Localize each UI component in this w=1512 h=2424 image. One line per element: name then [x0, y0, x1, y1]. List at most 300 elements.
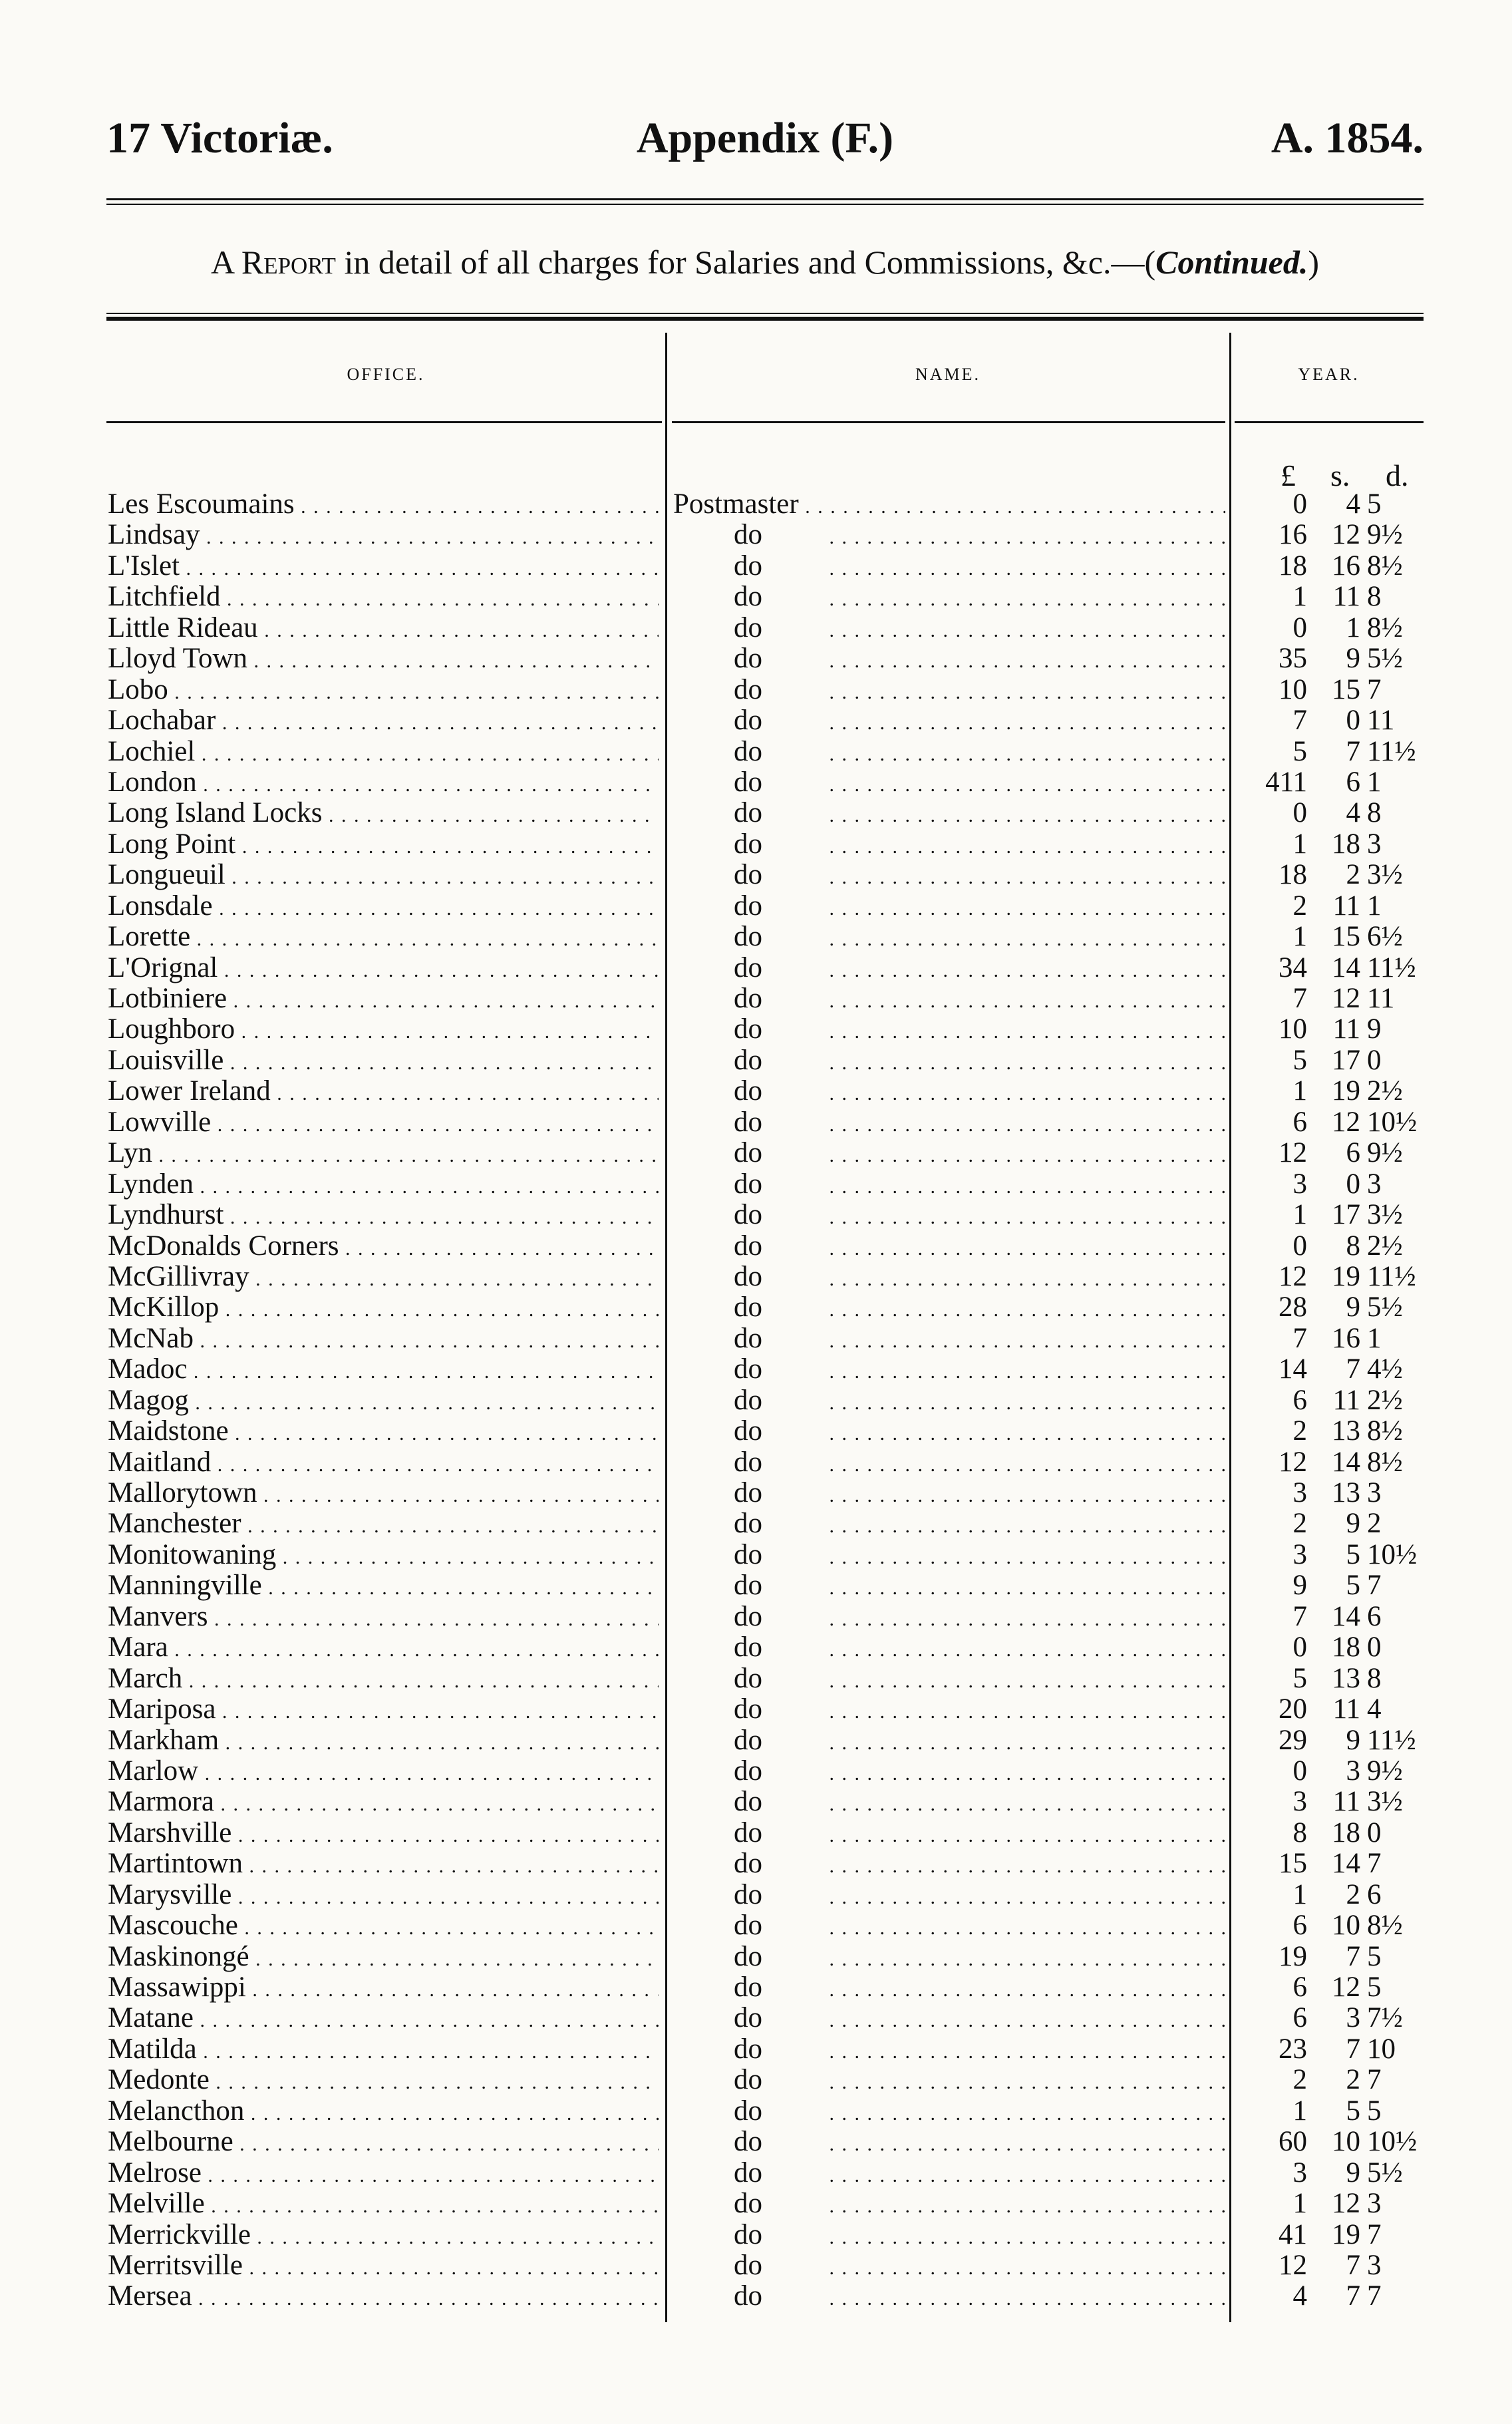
officer-title: do — [734, 1323, 762, 1354]
officer-title: do — [734, 798, 762, 829]
name-cell — [673, 1540, 1225, 1573]
name-cell — [673, 1045, 1225, 1079]
table-row — [0, 798, 1512, 828]
table-row — [0, 2003, 1512, 2033]
shillings-cell: 11 — [1332, 890, 1360, 922]
shillings-cell: 9 — [1346, 643, 1360, 675]
shillings-cell: 9 — [1346, 1508, 1360, 1540]
pence-cell: 7 — [1367, 673, 1382, 705]
table-row — [0, 675, 1512, 705]
pence-cell: 9½ — [1367, 1755, 1403, 1787]
office-cell — [108, 1478, 659, 1511]
table-row — [0, 1292, 1512, 1323]
office-name: Melancthon — [108, 2095, 245, 2127]
table-row — [0, 1942, 1512, 1972]
office-cell — [108, 1602, 659, 1635]
pounds-cell: 14 — [1279, 1353, 1307, 1385]
pounds-cell: 0 — [1292, 488, 1307, 520]
name-header-rule — [672, 421, 1225, 423]
shillings-cell: 17 — [1332, 1044, 1360, 1076]
office-cell — [108, 1756, 659, 1789]
officer-title: do — [734, 860, 762, 891]
name-cell — [673, 2127, 1225, 2160]
pounds-cell: 1 — [1292, 1878, 1307, 1910]
name-cell — [673, 1508, 1225, 1542]
shillings-cell: 11 — [1332, 581, 1360, 613]
name-cell — [673, 1107, 1225, 1140]
table-row — [0, 2034, 1512, 2065]
office-name: Lynden — [108, 1168, 194, 1200]
pence-cell: 6 — [1367, 1878, 1382, 1910]
office-name: Manchester — [108, 1508, 241, 1540]
office-cell — [108, 489, 659, 522]
pounds-cell: 2 — [1292, 1415, 1307, 1447]
shillings-cell: 19 — [1332, 2218, 1360, 2250]
name-cell — [673, 613, 1225, 646]
officer-title: do — [734, 1539, 762, 1570]
pence-cell: 2½ — [1367, 1384, 1403, 1416]
table-row — [0, 860, 1512, 890]
table-row — [0, 1756, 1512, 1787]
name-cell — [673, 705, 1225, 739]
pence-cell: 11½ — [1367, 1724, 1416, 1756]
pounds-cell: 12 — [1279, 1446, 1307, 1478]
table-row — [0, 1262, 1512, 1292]
officer-title: do — [734, 983, 762, 1014]
officer-title: do — [734, 1354, 762, 1385]
name-cell — [673, 2188, 1225, 2222]
pence-cell: 11 — [1367, 705, 1395, 737]
pence-cell: 3½ — [1367, 859, 1403, 891]
table-row — [0, 1787, 1512, 1817]
office-cell — [108, 953, 659, 986]
officer-title: do — [734, 952, 762, 983]
office-name: Massawippi — [108, 1972, 246, 2003]
office-name: Lowville — [108, 1107, 212, 1138]
header-appendix: Appendix (F.) — [636, 114, 894, 162]
pence-cell: 3 — [1367, 2188, 1382, 2220]
office-cell — [108, 891, 659, 924]
officer-title: do — [734, 2157, 762, 2188]
shillings-cell: 0 — [1346, 1168, 1360, 1200]
office-name: Mallorytown — [108, 1478, 257, 1508]
pounds-cell: 7 — [1292, 1322, 1307, 1354]
table-row — [0, 1231, 1512, 1262]
table-row — [0, 520, 1512, 550]
pounds-cell: 5 — [1292, 1044, 1307, 1076]
pounds-cell: 1 — [1292, 828, 1307, 860]
table-row — [0, 737, 1512, 767]
table-row — [0, 1354, 1512, 1385]
table-row — [0, 2065, 1512, 2095]
pounds-cell: 34 — [1279, 952, 1307, 983]
pounds-cell: 41 — [1279, 2218, 1307, 2250]
officer-title: do — [734, 1416, 762, 1447]
pence-cell: 5 — [1367, 1940, 1382, 1972]
office-name: Long Point — [108, 828, 236, 860]
name-cell — [673, 953, 1225, 986]
shillings-cell: 9 — [1346, 2157, 1360, 2188]
currency-units — [1241, 458, 1427, 491]
officer-title: do — [734, 1076, 762, 1107]
office-cell — [108, 983, 659, 1017]
office-cell — [108, 2034, 659, 2067]
shillings-cell: 7 — [1346, 735, 1360, 767]
pounds-cell: 60 — [1279, 2126, 1307, 2158]
pence-cell: 8 — [1367, 581, 1382, 613]
pence-cell: 0 — [1367, 1044, 1382, 1076]
office-cell — [108, 1262, 659, 1295]
pounds-cell: 7 — [1292, 1600, 1307, 1632]
shillings-cell: 12 — [1332, 519, 1360, 551]
shillings-cell: 7 — [1346, 2280, 1360, 2312]
office-name: Loughboro — [108, 1014, 235, 1045]
pounds-cell: 0 — [1292, 611, 1307, 643]
pounds-cell: 2 — [1292, 890, 1307, 922]
pounds-cell: 35 — [1279, 643, 1307, 675]
shillings-cell: 11 — [1332, 1693, 1360, 1725]
pounds-cell: 7 — [1292, 983, 1307, 1014]
officer-title: do — [734, 1045, 762, 1076]
shillings-cell: 7 — [1346, 2249, 1360, 2281]
shillings-cell: 13 — [1332, 1662, 1360, 1694]
pounds-cell: 18 — [1279, 859, 1307, 891]
office-name: Melbourne — [108, 2127, 233, 2158]
office-cell — [108, 551, 659, 584]
office-name: Melville — [108, 2188, 205, 2220]
office-name: Lower Ireland — [108, 1076, 271, 1107]
pence-cell: 8½ — [1367, 1415, 1403, 1447]
office-cell — [108, 1292, 659, 1325]
table-row — [0, 1385, 1512, 1416]
header-rule-top — [106, 198, 1424, 200]
officer-title: do — [734, 520, 762, 551]
officer-title: do — [734, 612, 762, 643]
pence-cell: 3 — [1367, 1477, 1382, 1508]
shillings-cell: 7 — [1346, 2033, 1360, 2065]
name-cell — [673, 891, 1225, 924]
officer-title: do — [734, 582, 762, 613]
pounds-cell: 5 — [1292, 1662, 1307, 1694]
shillings-cell: 3 — [1346, 2002, 1360, 2034]
pence-cell: 4½ — [1367, 1353, 1403, 1385]
shillings-cell: 2 — [1346, 1878, 1360, 1910]
table-row — [0, 983, 1512, 1014]
pence-cell: 7 — [1367, 2280, 1382, 2312]
office-cell — [108, 798, 659, 831]
pounds-cell: 0 — [1292, 1230, 1307, 1262]
officer-title: do — [734, 2003, 762, 2034]
header-year: A. 1854. — [1271, 114, 1424, 162]
table-row — [0, 2281, 1512, 2312]
pence-cell: 1 — [1367, 890, 1382, 922]
pence-cell: 3 — [1367, 1168, 1382, 1200]
officer-title: do — [734, 1385, 762, 1416]
officer-title: do — [734, 828, 762, 860]
office-name: Maskinongé — [108, 1941, 249, 1972]
office-name: Matilda — [108, 2033, 197, 2065]
name-cell — [673, 2158, 1225, 2191]
name-cell — [673, 1694, 1225, 1727]
officer-title: do — [734, 1138, 762, 1169]
pounds-cell: 3 — [1292, 1538, 1307, 1570]
pounds-cell: 1 — [1292, 581, 1307, 613]
shillings-cell: 6 — [1346, 766, 1360, 798]
name-cell — [673, 1602, 1225, 1635]
office-name: Madoc — [108, 1354, 188, 1385]
office-cell — [108, 829, 659, 862]
pence-cell: 3 — [1367, 828, 1382, 860]
office-cell — [108, 675, 659, 708]
officer-title: do — [734, 674, 762, 705]
office-name: Marysville — [108, 1879, 232, 1910]
table-row — [0, 1478, 1512, 1508]
pence-cell: 5½ — [1367, 2157, 1403, 2188]
pounds-cell: 3 — [1292, 1477, 1307, 1508]
table-row — [0, 1663, 1512, 1694]
name-cell — [673, 489, 1225, 522]
pence-cell: 8 — [1367, 1662, 1382, 1694]
table-row — [0, 829, 1512, 860]
office-cell — [108, 1323, 659, 1357]
officer-title: do — [734, 2250, 762, 2281]
title-continued: Continued. — [1155, 244, 1308, 281]
name-cell — [673, 2065, 1225, 2098]
table-row — [0, 613, 1512, 643]
pence-cell: 6 — [1367, 1600, 1382, 1632]
office-name: Manvers — [108, 1601, 208, 1632]
name-cell — [673, 922, 1225, 955]
pence-cell: 11 — [1367, 983, 1395, 1014]
shillings-cell: 14 — [1332, 1848, 1360, 1880]
office-name: Merrickville — [108, 2219, 251, 2250]
shillings-cell: 4 — [1346, 488, 1360, 520]
title-report-word: Report — [241, 244, 336, 281]
office-cell — [108, 2250, 659, 2284]
officer-title: do — [734, 2219, 762, 2250]
pounds-cell: 12 — [1279, 1137, 1307, 1169]
name-cell — [673, 1138, 1225, 1171]
table-row — [0, 2096, 1512, 2127]
office-cell — [108, 2220, 659, 2253]
pence-cell: 3 — [1367, 2249, 1382, 2281]
officer-title: do — [734, 550, 762, 582]
officer-title: Postmaster — [673, 489, 799, 520]
pounds-cell: 29 — [1279, 1724, 1307, 1756]
office-cell — [108, 737, 659, 770]
table-row — [0, 489, 1512, 520]
table-row — [0, 891, 1512, 922]
name-cell — [673, 1725, 1225, 1759]
officer-title: do — [734, 1787, 762, 1818]
table-row — [0, 1107, 1512, 1138]
officer-title: do — [734, 1694, 762, 1725]
office-name: McGillivray — [108, 1261, 249, 1292]
office-name: Melrose — [108, 2157, 202, 2188]
table-row — [0, 1169, 1512, 1200]
shillings-cell: 9 — [1346, 1724, 1360, 1756]
office-name: Long Island Locks — [108, 798, 323, 829]
office-name: Matane — [108, 2003, 194, 2034]
office-cell — [108, 1107, 659, 1140]
office-cell — [108, 1694, 659, 1727]
shillings-cell: 11 — [1332, 1384, 1360, 1416]
unit-shillings: s. — [1330, 458, 1350, 492]
office-cell — [108, 2188, 659, 2222]
pounds-cell: 4 — [1292, 2280, 1307, 2312]
pounds-cell: 16 — [1279, 519, 1307, 551]
table-row — [0, 1045, 1512, 1076]
shillings-cell: 5 — [1346, 1538, 1360, 1570]
pence-cell: 10 — [1367, 2033, 1396, 2065]
pence-cell: 2½ — [1367, 1075, 1403, 1107]
table-row — [0, 1138, 1512, 1168]
name-cell — [673, 1880, 1225, 1913]
name-cell — [673, 1076, 1225, 1109]
office-cell — [108, 1508, 659, 1542]
officer-title: do — [734, 1261, 762, 1292]
pounds-cell: 8 — [1292, 1817, 1307, 1848]
office-cell — [108, 1447, 659, 1480]
shillings-cell: 2 — [1346, 859, 1360, 891]
pence-cell: 8 — [1367, 797, 1382, 829]
name-cell — [673, 1632, 1225, 1665]
name-cell — [673, 2096, 1225, 2129]
name-cell — [673, 1292, 1225, 1325]
header-rule-bottom — [106, 204, 1424, 205]
pounds-cell: 3 — [1292, 1168, 1307, 1200]
table-row — [0, 1725, 1512, 1756]
officer-title: do — [734, 1910, 762, 1942]
office-cell — [108, 1880, 659, 1913]
table-row — [0, 922, 1512, 952]
pounds-cell: 7 — [1292, 705, 1307, 737]
office-name: Merritsville — [108, 2250, 243, 2281]
office-name: London — [108, 767, 197, 798]
shillings-cell: 5 — [1346, 2095, 1360, 2127]
officer-title: do — [734, 2095, 762, 2127]
name-cell — [673, 1848, 1225, 1882]
pence-cell: 8½ — [1367, 611, 1403, 643]
name-cell — [673, 1014, 1225, 1047]
pence-cell: 11½ — [1367, 952, 1416, 983]
office-name: Lyndhurst — [108, 1200, 224, 1231]
officer-title: do — [734, 2065, 762, 2096]
office-cell — [108, 860, 659, 893]
shillings-cell: 4 — [1346, 797, 1360, 829]
shillings-cell: 11 — [1332, 1786, 1360, 1818]
name-cell — [673, 1385, 1225, 1419]
office-name: Louisville — [108, 1045, 224, 1076]
office-name: Lorette — [108, 922, 191, 953]
table-row — [0, 1910, 1512, 1941]
office-name: Mara — [108, 1632, 168, 1663]
office-name: Marlow — [108, 1755, 199, 1787]
pence-cell: 5 — [1367, 2095, 1382, 2127]
table-row — [0, 1447, 1512, 1478]
office-cell — [108, 1972, 659, 2005]
office-name: McDonalds Corners — [108, 1230, 339, 1262]
office-cell — [108, 2065, 659, 2098]
shillings-cell: 1 — [1346, 611, 1360, 643]
office-name: Lobo — [108, 674, 168, 705]
pence-cell: 1 — [1367, 1322, 1382, 1354]
table-row — [0, 1972, 1512, 2003]
table-row — [0, 1602, 1512, 1632]
table-row — [0, 2188, 1512, 2219]
table-row — [0, 2250, 1512, 2281]
officer-title: do — [734, 767, 762, 798]
pence-cell: 5½ — [1367, 643, 1403, 675]
name-cell — [673, 1169, 1225, 1202]
office-cell — [108, 1725, 659, 1759]
year-header-rule — [1235, 421, 1424, 423]
pounds-cell: 6 — [1292, 2002, 1307, 2034]
pounds-cell: 10 — [1279, 673, 1307, 705]
table-row — [0, 582, 1512, 612]
office-cell — [108, 1169, 659, 1202]
pence-cell: 1 — [1367, 766, 1382, 798]
office-cell — [108, 520, 659, 553]
table-row — [0, 705, 1512, 736]
office-name: McNab — [108, 1323, 194, 1354]
office-cell — [108, 767, 659, 800]
page-header — [106, 100, 1424, 166]
pounds-cell: 1 — [1292, 921, 1307, 953]
office-cell — [108, 2281, 659, 2314]
pence-cell: 8½ — [1367, 550, 1403, 582]
unit-pence: d. — [1386, 458, 1409, 492]
office-name: Lochabar — [108, 705, 216, 737]
shillings-cell: 14 — [1332, 1600, 1360, 1632]
pence-cell: 9½ — [1367, 1137, 1403, 1169]
office-cell — [108, 922, 659, 955]
pounds-cell: 1 — [1292, 2095, 1307, 2127]
pounds-cell: 0 — [1292, 1755, 1307, 1787]
name-cell — [673, 1972, 1225, 2005]
office-name: Maitland — [108, 1447, 212, 1478]
name-cell — [673, 1447, 1225, 1480]
table-row — [0, 1540, 1512, 1570]
pounds-cell: 12 — [1279, 1260, 1307, 1292]
table-row — [0, 2127, 1512, 2157]
shillings-cell: 6 — [1346, 1137, 1360, 1169]
officer-title: do — [734, 2127, 762, 2158]
pounds-cell: 5 — [1292, 735, 1307, 767]
pence-cell: 10½ — [1367, 2126, 1418, 2158]
shillings-cell: 12 — [1332, 1106, 1360, 1138]
table-row — [0, 1323, 1512, 1354]
shillings-cell: 18 — [1332, 1632, 1360, 1663]
name-cell — [673, 1354, 1225, 1387]
name-cell — [673, 983, 1225, 1017]
office-cell — [108, 1910, 659, 1944]
table-row — [0, 1694, 1512, 1725]
pounds-cell: 15 — [1279, 1848, 1307, 1880]
office-name: Mersea — [108, 2281, 192, 2312]
office-name: Marshville — [108, 1817, 232, 1848]
name-cell — [673, 520, 1225, 553]
pounds-cell: 20 — [1279, 1693, 1307, 1725]
office-name: Maidstone — [108, 1416, 229, 1447]
shillings-cell: 2 — [1346, 2064, 1360, 2096]
table-row — [0, 1416, 1512, 1447]
title-article: A — [210, 244, 241, 281]
name-cell — [673, 551, 1225, 584]
office-name: Monitowaning — [108, 1539, 277, 1570]
shillings-cell: 12 — [1332, 2188, 1360, 2220]
name-cell — [673, 1262, 1225, 1295]
